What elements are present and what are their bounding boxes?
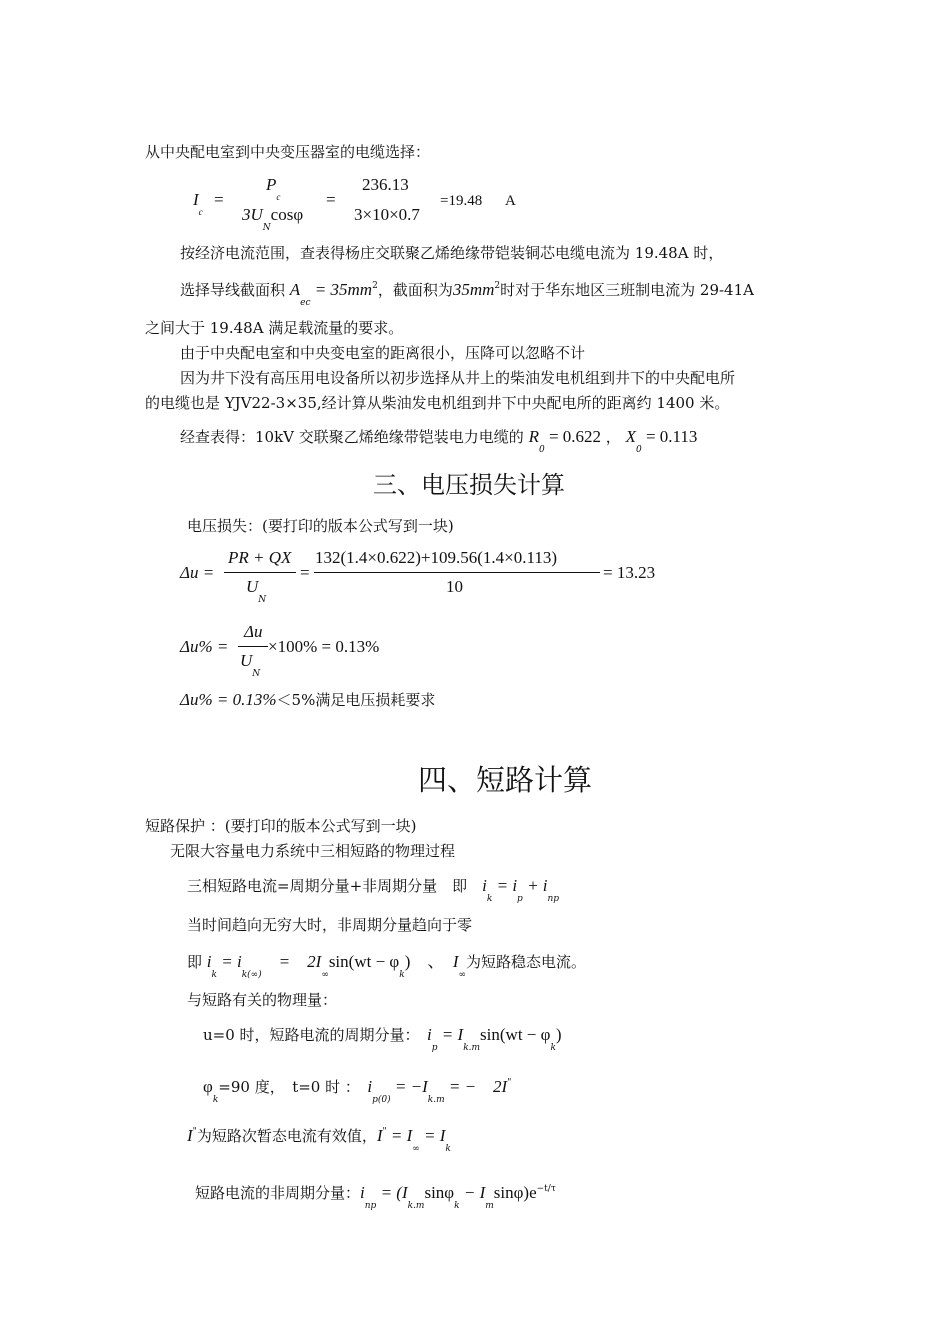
para-voltage-loss-label: 电压损失：(要打印的版本公式写到一块): [187, 517, 454, 535]
p15-s1: p: [431, 1043, 438, 1053]
para-short-circuit-label: 短路保护 ：(要打印的版本公式写到一块): [145, 817, 417, 835]
eq3-tail: ×100% = 0.13%: [268, 637, 380, 656]
p15-s2: k.m: [463, 1043, 481, 1053]
p15-i: i: [427, 1025, 432, 1044]
p16-a: =90 度， t=0 时 ：: [218, 1078, 368, 1096]
eq2-frac-bar-1: [224, 572, 296, 573]
p13-s3: ∞: [321, 970, 329, 980]
para-aperiodic-component: [195, 1183, 556, 1211]
p13-e: ) 、: [404, 952, 453, 971]
p3-val: = 35mm: [310, 280, 373, 299]
eq3-num: Δu: [244, 622, 263, 641]
eq1-num-val: 236.13: [362, 175, 409, 194]
p7-r: R: [528, 427, 539, 446]
eq2-result: = 13.23: [603, 563, 656, 582]
p3-sym: A: [289, 280, 301, 299]
eq3-frac-bar: [238, 646, 268, 647]
p7-x-sub: 0: [635, 445, 642, 455]
p16-phi: φ: [203, 1077, 213, 1096]
p18-c: sinφ: [424, 1183, 455, 1202]
p11-s3: np: [547, 894, 560, 904]
p17-d: = I: [419, 1126, 446, 1145]
eq4-a: Δu% = 0.13%: [180, 690, 277, 709]
para-time-infinite: 当时间趋向无穷大时，非周期分量趋向于零: [187, 916, 473, 934]
para-economic-current: 按经济电流范围，查表得杨庄交联聚乙烯绝缘带铠装铜芯电缆电流为 19.48A 时，: [180, 244, 724, 262]
p18-i: i: [360, 1183, 365, 1202]
p3-val2: 35mm: [452, 280, 495, 299]
para-periodic-component: [203, 1025, 562, 1053]
eq1-den-sym: 3U: [242, 205, 263, 224]
p3-c: 时对于华东地区三班制电流为 29-41A: [500, 281, 754, 299]
p17-i: I: [187, 1126, 193, 1145]
p18-s2: k.m: [407, 1201, 425, 1211]
p17-sup2: ": [382, 1127, 387, 1137]
p15-d: ): [555, 1025, 562, 1044]
p18-s3: k: [454, 1201, 460, 1211]
p7-x-val: = 0.113: [641, 427, 698, 446]
eq1-num-sub: c: [276, 192, 281, 202]
para-related-quantities: 与短路有关的物理量：: [187, 991, 338, 1009]
eq1-unit: A: [505, 193, 516, 209]
p16-c: = − 2I: [444, 1077, 508, 1096]
para-load-ok: 之间大于 19.48A 满足载流量的要求。: [145, 319, 404, 337]
eq2-frac-bar-2: [314, 572, 600, 573]
para-voltage-drop-ignore: 由于中央配电室和中央变电室的距离很小，压降可以忽略不计: [180, 344, 586, 362]
p18-b: = (I: [376, 1183, 408, 1202]
p15-s3: k: [550, 1043, 556, 1053]
p18-a: 短路电流的非周期分量：: [195, 1184, 361, 1202]
p18-s1: np: [364, 1201, 377, 1211]
p18-s4: m: [485, 1201, 494, 1211]
p17-b: I: [376, 1126, 383, 1145]
p13-s1: k: [211, 970, 217, 980]
p7-x: X: [625, 427, 636, 446]
eq1-den-tail: cosφ: [270, 205, 304, 224]
section-heading-voltage-loss: 三、电压损失计算: [373, 471, 565, 499]
p13-s2: k(∞): [241, 970, 262, 980]
eq2-num: PR + QX: [228, 548, 292, 567]
eq2-den-sub: N: [258, 595, 267, 605]
p11-s2: p: [517, 894, 523, 904]
eq4-b: ＜5%满足电压损耗要求: [276, 691, 436, 709]
eq1-eq: =: [214, 190, 224, 209]
voltage-loss-conclusion: [180, 690, 435, 710]
eq1-result: =19.48: [440, 193, 483, 209]
eq2-eq: =: [300, 563, 310, 582]
p16-i: i: [367, 1077, 373, 1096]
eq2-den2: 10: [446, 577, 463, 596]
para-cross-section: [180, 280, 754, 308]
p16-s1: k: [212, 1095, 219, 1105]
p18-sup: −t/τ: [536, 1184, 556, 1194]
p16-s3: k.m: [427, 1095, 445, 1105]
p18-d: − I: [459, 1183, 486, 1202]
eq3-den-sub: N: [252, 669, 261, 679]
p15-c: sin(wt − φ: [480, 1025, 551, 1044]
eq2-lhs: Δu =: [180, 563, 215, 582]
p11-a: 三相短路电流=周期分量+非周期分量 即: [187, 877, 483, 895]
p13-s4: k: [399, 970, 405, 980]
para-cable-choice-b: 的电缆也是 YJV22-3×35,经计算从柴油发电机组到井下中央配电所的距离约 1400 米。: [145, 394, 730, 412]
para-infinite-system: 无限大容量电力系统中三相短路的物理过程: [170, 842, 456, 860]
p11-m2: + i: [522, 876, 548, 895]
eq1-eq2: =: [326, 190, 336, 209]
eq3-lhs: Δu% =: [180, 637, 229, 656]
p16-s2: p(0): [372, 1095, 391, 1105]
section-heading-short-circuit: 四、短路计算: [418, 763, 593, 797]
p17-s2: k: [445, 1144, 451, 1154]
eq1-den-sub: N: [262, 223, 271, 233]
p13-b: = i: [216, 952, 242, 971]
intro-text: 从中央配电室到中央变压器室的电缆选择：: [145, 143, 431, 161]
p11-s1: k: [486, 894, 493, 904]
eq1-den-val: 3×10×0.7: [354, 205, 420, 224]
p7-r-val: = 0.622: [544, 427, 602, 446]
p11-i1: i: [482, 876, 487, 895]
eq1-lhs: I: [193, 190, 199, 209]
p7-a: 经查表得：10kV 交联聚乙烯绝缘带铠装电力电缆的: [180, 428, 529, 446]
p15-b: = I: [437, 1025, 464, 1044]
p7-sep: ，: [601, 428, 626, 446]
p13-f: I: [452, 952, 459, 971]
para-cable-choice-a: 因为井下没有高压用电设备所以初步选择从井上的柴油发电机组到井下的中央配电所: [180, 369, 736, 387]
p7-r-sub: 0: [538, 445, 545, 455]
eq1-num-sym: P: [266, 175, 277, 194]
p17-s1: ∞: [412, 1144, 420, 1154]
p13-c: = 2I: [261, 952, 322, 971]
p3-a: 选择导线截面积: [180, 281, 290, 299]
p17-a: 为短路次暂态电流有效值，: [196, 1127, 377, 1145]
eq2-den: U: [246, 577, 259, 596]
eq2-num2: 132(1.4×0.622)+109.56(1.4×0.113): [315, 548, 558, 567]
para-steady-state: [187, 952, 587, 980]
para-phi-90: [203, 1077, 512, 1105]
eq3-den: U: [240, 651, 253, 670]
p13-d: sin(wt − φ: [328, 952, 400, 971]
p13-s5: ∞: [458, 970, 467, 980]
p3-sub: ec: [300, 298, 311, 308]
para-three-phase: [187, 876, 560, 904]
p15-a: u=0 时，短路电流的周期分量：: [203, 1026, 428, 1044]
p16-b: = −I: [390, 1077, 428, 1096]
p18-e: sinφ)e: [493, 1183, 537, 1202]
p13-i: i: [206, 952, 212, 971]
para-subtransient: [187, 1126, 451, 1154]
p13-g: 为短路稳态电流。: [466, 953, 587, 971]
p3-b: ，截面积为: [377, 281, 453, 299]
p17-sup: ": [192, 1127, 197, 1137]
eq1-lhs-sub: c: [198, 207, 203, 217]
p3-sup: 2: [372, 281, 378, 291]
p11-m1: = i: [492, 876, 518, 895]
p16-sup: ": [507, 1078, 512, 1088]
p13-a: 即: [187, 953, 207, 971]
para-table-values: [180, 427, 698, 455]
p3-sup2: 2: [494, 281, 501, 291]
p17-c: = I: [386, 1126, 413, 1145]
